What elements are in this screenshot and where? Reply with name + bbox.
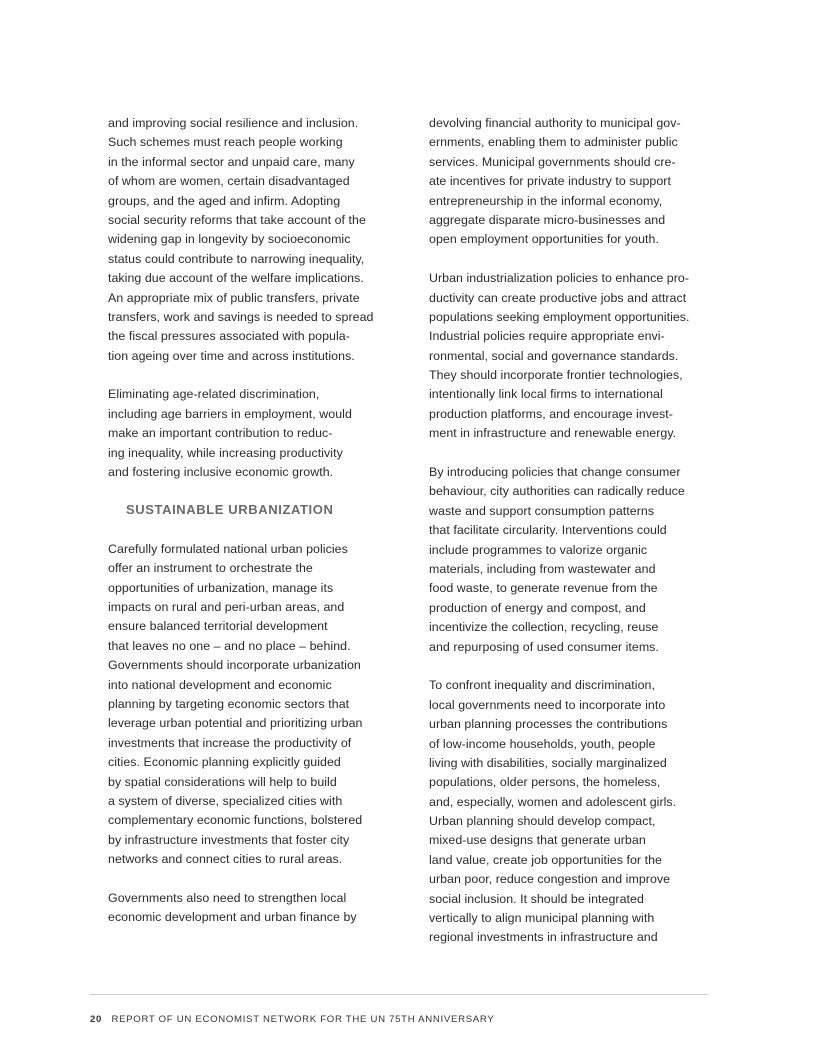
text-line: They should incorporate frontier technologies, bbox=[429, 368, 683, 383]
text-line: by spatial considerations will help to build bbox=[108, 774, 337, 789]
text-line: behaviour, city authorities can radically reduce bbox=[429, 484, 685, 499]
text-line: waste and support consumption patterns bbox=[429, 503, 655, 518]
paragraph bbox=[108, 540, 398, 870]
text-line: To confront inequality and discrimination, bbox=[429, 678, 655, 693]
text-line: groups, and the aged and infirm. Adopting bbox=[108, 193, 341, 208]
text-line: and, especially, women and adolescent girls. bbox=[429, 794, 677, 809]
text-line: ment in infrastructure and renewable energy. bbox=[429, 426, 677, 441]
text-line: cities. Economic planning explicitly guided bbox=[108, 755, 341, 770]
text-line: entrepreneurship in the informal economy, bbox=[429, 193, 663, 208]
paragraph bbox=[429, 269, 719, 444]
paragraph-gap bbox=[429, 444, 719, 463]
text-line: offer an instrument to orchestrate the bbox=[108, 561, 313, 576]
text-line: tion ageing over time and across institutions. bbox=[108, 348, 355, 363]
text-line: By introducing policies that change consumer bbox=[429, 465, 681, 480]
paragraph bbox=[108, 114, 398, 366]
text-line: Industrial policies require appropriate envi- bbox=[429, 329, 665, 344]
text-line: ate incentives for private industry to support bbox=[429, 174, 671, 189]
text-line: Such schemes must reach people working bbox=[108, 135, 343, 150]
left-column bbox=[108, 114, 398, 928]
text-line: and repurposing of used consumer items. bbox=[429, 639, 659, 654]
paragraph bbox=[108, 889, 398, 928]
text-line: ernments, enabling them to administer public bbox=[429, 135, 678, 150]
text-line: social inclusion. It should be integrated bbox=[429, 891, 644, 906]
text-line: economic development and urban finance by bbox=[108, 910, 357, 925]
text-line: the fiscal pressures associated with popula- bbox=[108, 329, 350, 344]
paragraph-gap bbox=[108, 869, 398, 888]
text-line: open employment opportunities for youth. bbox=[429, 232, 659, 247]
text-line: that facilitate circularity. Interventions could bbox=[429, 523, 667, 538]
text-line: social security reforms that take account of the bbox=[108, 212, 366, 227]
text-line: land value, create job opportunities for the bbox=[429, 852, 662, 867]
running-title: REPORT OF UN ECONOMIST NETWORK FOR THE UN 75TH ANNIVERSARY bbox=[111, 1014, 495, 1025]
text-line: make an important contribution to reduc- bbox=[108, 426, 333, 441]
text-line: in the informal sector and unpaid care, many bbox=[108, 154, 355, 169]
text-line: into national development and economic bbox=[108, 677, 332, 692]
paragraph bbox=[429, 114, 719, 250]
paragraph bbox=[429, 463, 719, 657]
text-line: vertically to align municipal planning with bbox=[429, 911, 655, 926]
text-line: and fostering inclusive economic growth. bbox=[108, 465, 334, 480]
text-line: planning by targeting economic sectors that bbox=[108, 696, 350, 711]
text-line: networks and connect cities to rural areas. bbox=[108, 852, 343, 867]
text-line: including age barriers in employment, would bbox=[108, 406, 352, 421]
text-line: Urban industrialization policies to enhance pro- bbox=[429, 271, 689, 286]
text-line: of whom are women, certain disadvantaged bbox=[108, 174, 350, 189]
text-line: regional investments in infrastructure and bbox=[429, 930, 658, 945]
text-line: opportunities of urbanization, manage its bbox=[108, 580, 334, 595]
text-line: food waste, to generate revenue from the bbox=[429, 581, 658, 596]
text-line: that leaves no one – and no place – behind. bbox=[108, 638, 351, 653]
text-line: complementary economic functions, bolstered bbox=[108, 813, 363, 828]
text-line: and improving social resilience and inclusion. bbox=[108, 116, 359, 130]
text-line: populations seeking employment opportunities. bbox=[429, 309, 690, 324]
text-line: status could contribute to narrowing inequality, bbox=[108, 251, 365, 266]
text-line: mixed-use designs that generate urban bbox=[429, 833, 646, 848]
section-heading: SUSTAINABLE URBANIZATION bbox=[126, 502, 334, 518]
text-line: by infrastructure investments that foster city bbox=[108, 832, 350, 847]
text-line: impacts on rural and peri-urban areas, and bbox=[108, 599, 345, 614]
text-line: urban poor, reduce congestion and improve bbox=[429, 872, 671, 887]
text-line: taking due account of the welfare implications. bbox=[108, 271, 364, 286]
text-line: local governments need to incorporate into bbox=[429, 697, 666, 712]
text-line: intentionally link local firms to international bbox=[429, 387, 663, 402]
text-line: investments that increase the productivity of bbox=[108, 735, 352, 750]
paragraph-gap bbox=[429, 657, 719, 676]
text-line: widening gap in longevity by socioeconomic bbox=[108, 232, 351, 247]
text-line: materials, including from wastewater and bbox=[429, 561, 656, 576]
text-line: production platforms, and encourage invest- bbox=[429, 406, 673, 421]
text-line: urban planning processes the contributions bbox=[429, 717, 668, 732]
paragraph bbox=[108, 385, 398, 482]
text-line: Governments also need to strengthen local bbox=[108, 890, 347, 905]
page-number: 20 bbox=[90, 1014, 103, 1025]
footer-divider bbox=[90, 994, 708, 995]
text-line: a system of diverse, specialized cities with bbox=[108, 793, 343, 808]
text-line: living with disabilities, socially marginalized bbox=[429, 755, 667, 770]
text-line: Governments should incorporate urbanization bbox=[108, 658, 361, 673]
right-column bbox=[429, 114, 719, 948]
paragraph-gap bbox=[429, 250, 719, 269]
text-line: ensure balanced territorial development bbox=[108, 619, 328, 634]
page-footer bbox=[90, 1014, 494, 1025]
text-line: leverage urban potential and prioritizing urban bbox=[108, 716, 363, 731]
text-line: Urban planning should develop compact, bbox=[429, 814, 656, 829]
text-line: aggregate disparate micro-businesses and bbox=[429, 212, 666, 227]
text-line: ing inequality, while increasing productivity bbox=[108, 445, 343, 460]
text-line: Carefully formulated national urban policies bbox=[108, 541, 348, 556]
text-line: transfers, work and savings is needed to spread bbox=[108, 309, 374, 324]
text-line: devolving financial authority to municipal gov- bbox=[429, 116, 681, 130]
text-line: Eliminating age-related discrimination, bbox=[108, 387, 320, 402]
text-line: incentivize the collection, recycling, reuse bbox=[429, 620, 659, 635]
text-line: ductivity can create productive jobs and attract bbox=[429, 290, 687, 305]
text-line: ronmental, social and governance standards. bbox=[429, 348, 679, 363]
text-line: populations, older persons, the homeless, bbox=[429, 775, 661, 790]
paragraph-gap bbox=[108, 366, 398, 385]
text-line: include programmes to valorize organic bbox=[429, 542, 648, 557]
text-line: services. Municipal governments should cre- bbox=[429, 154, 676, 169]
text-line: An appropriate mix of public transfers, private bbox=[108, 290, 360, 305]
paragraph bbox=[429, 676, 719, 947]
text-line: of low-income households, youth, people bbox=[429, 736, 656, 751]
text-line: production of energy and compost, and bbox=[429, 600, 646, 615]
